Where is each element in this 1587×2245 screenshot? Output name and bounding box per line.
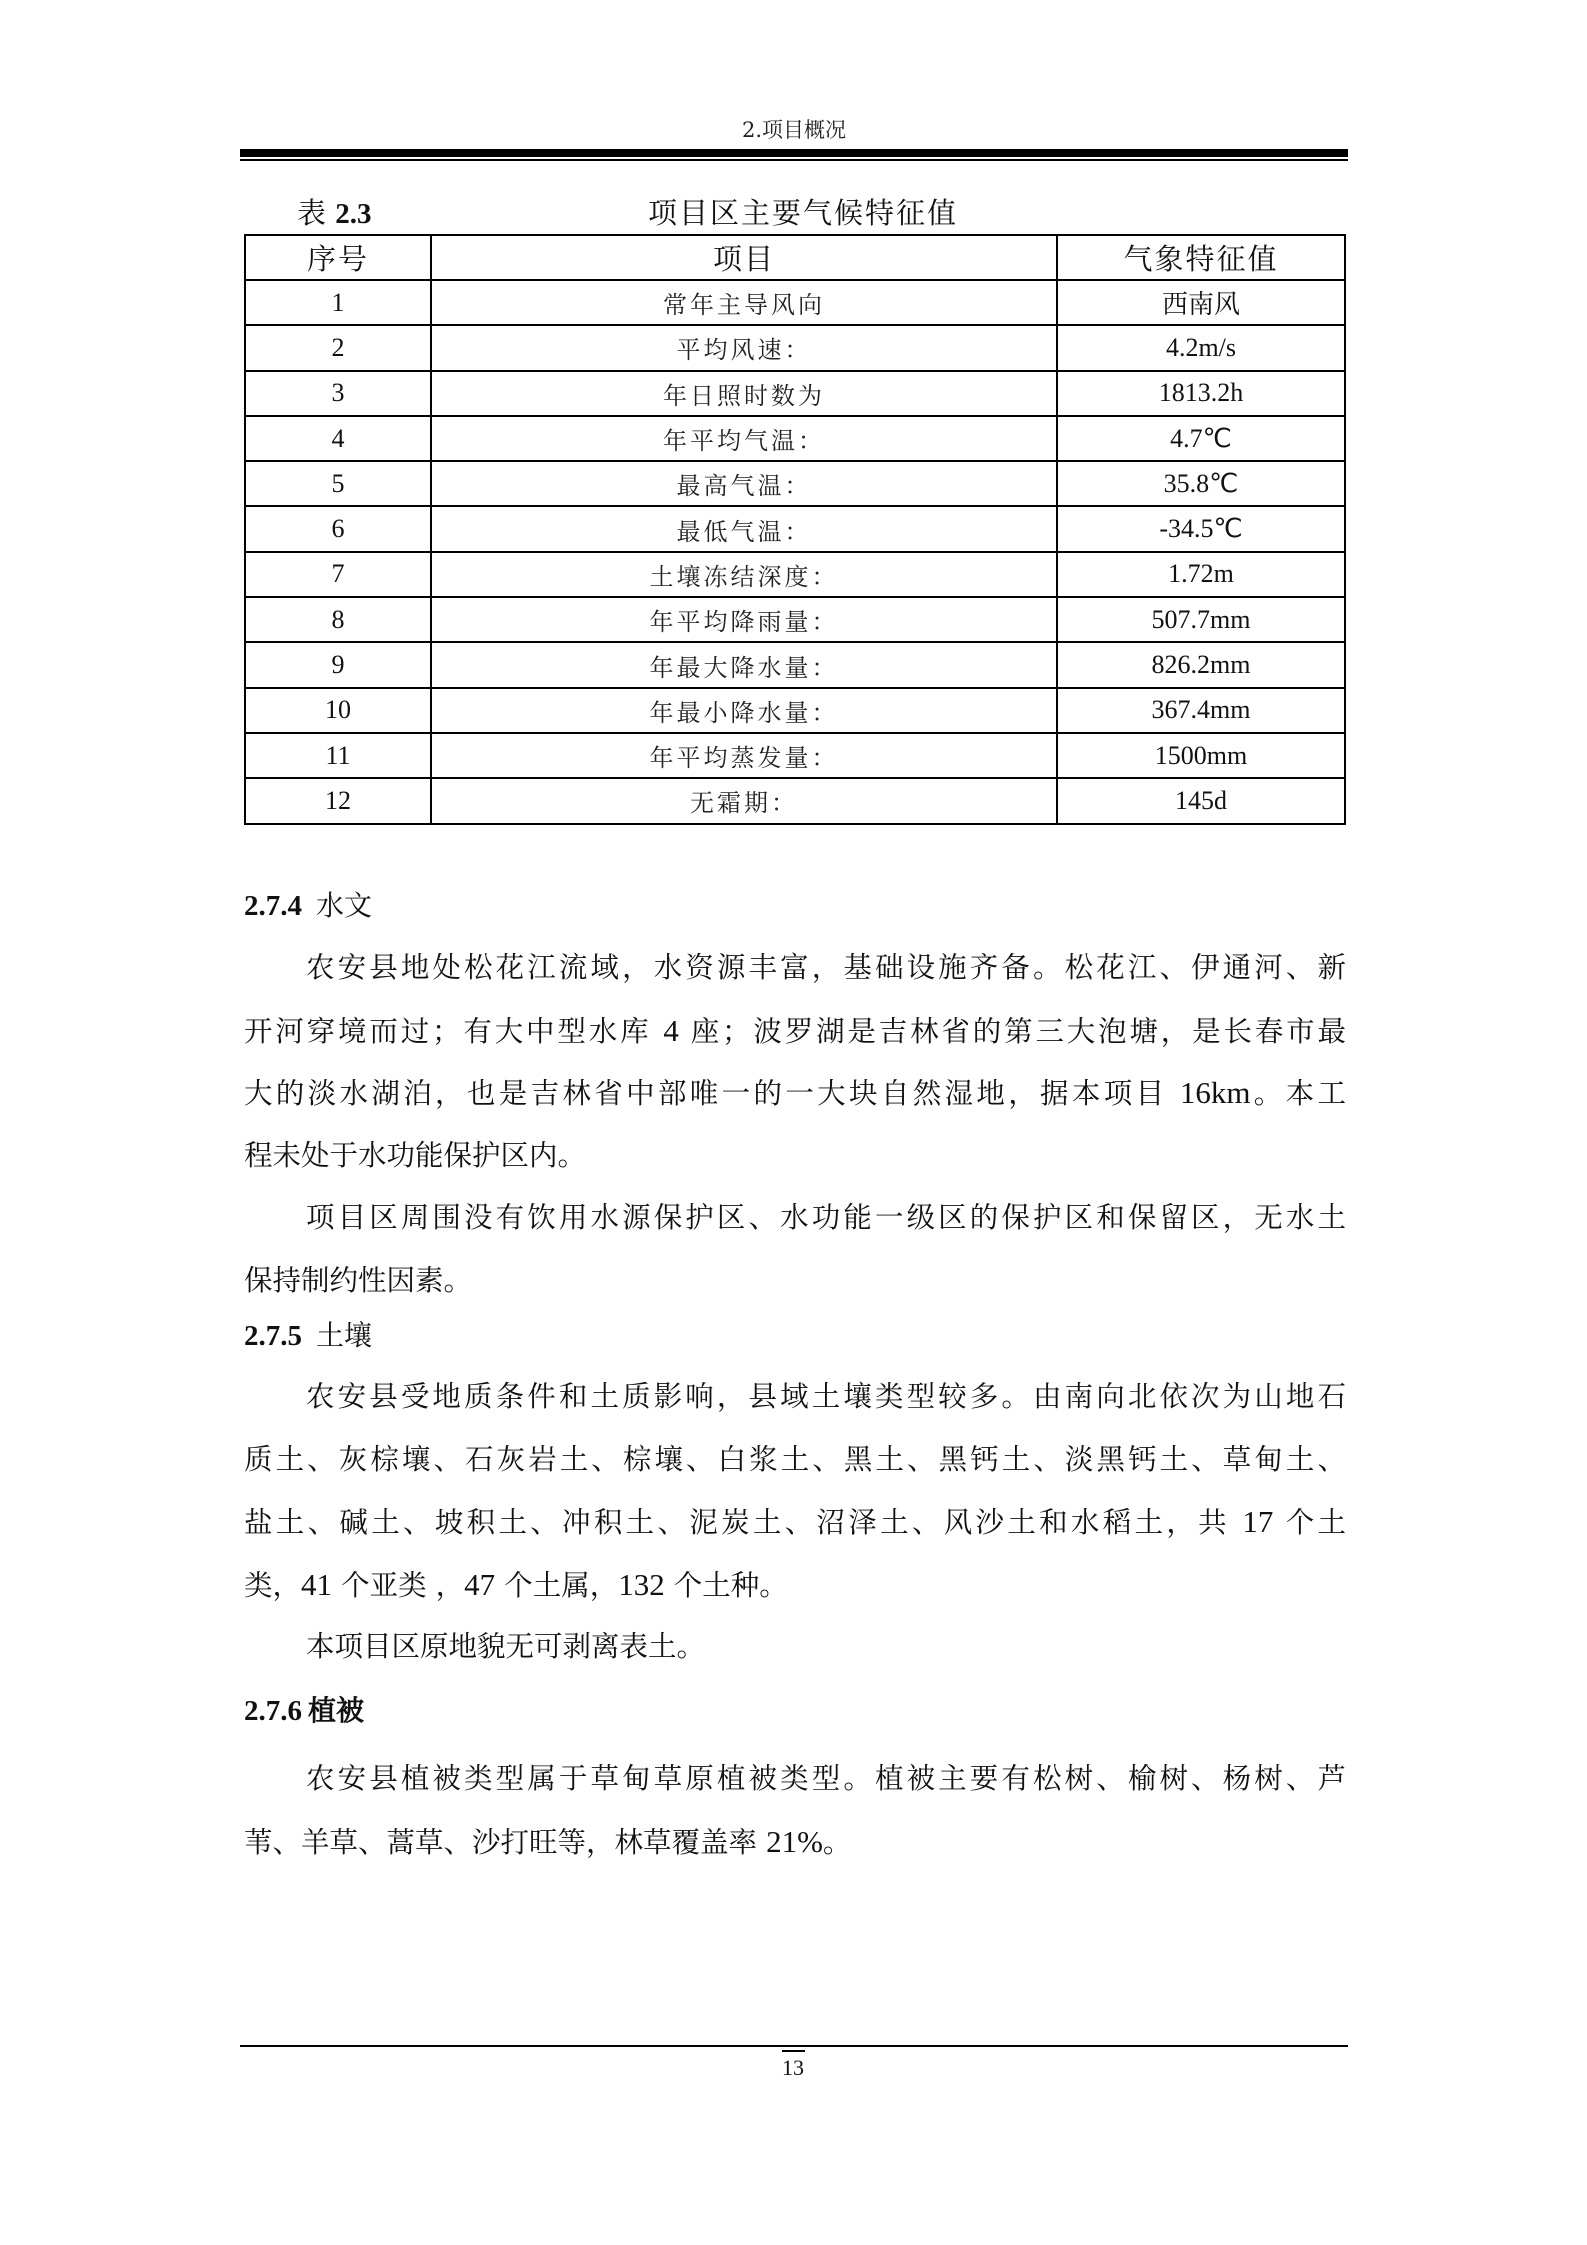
paragraph-line: 质土、灰棕壤、石灰岩土、棕壤、白浆土、黑土、黑钙土、淡黑钙土、草甸土、 (244, 1442, 1346, 1476)
inline-number: 4 (663, 1012, 679, 1048)
column-header-number: 序号 (245, 235, 431, 280)
section-heading (244, 1316, 372, 1356)
paragraph-line: 农安县受地质条件和土质影响，县域土壤类型较多。由南向北依次为山地石 (306, 1380, 1346, 1413)
paragraph-line: 程未处于水功能保护区内。 (244, 1138, 587, 1172)
table-body (245, 280, 1345, 824)
page-number-overline (782, 2050, 805, 2052)
row-value: 826.2mm (1057, 642, 1345, 687)
table-header-row (245, 235, 1345, 280)
paragraph-line: 类，41 个亚类 ，47 个土属，132 个土种。 (244, 1566, 788, 1602)
row-value: -34.5℃ (1057, 506, 1345, 551)
section-title: 植被 (308, 1694, 365, 1727)
row-value: 1.72m (1057, 552, 1345, 597)
inline-number: 21% (766, 1823, 823, 1859)
row-number: 6 (245, 506, 431, 551)
row-number: 4 (245, 416, 431, 461)
row-item: 常年主导风向 (431, 280, 1057, 325)
row-value: 35.8℃ (1057, 461, 1345, 506)
table-row (245, 325, 1345, 370)
row-number: 5 (245, 461, 431, 506)
row-number: 2 (245, 325, 431, 370)
table-row (245, 642, 1345, 687)
inline-number: 132 (618, 1566, 665, 1602)
row-item: 年平均蒸发量： (431, 733, 1057, 778)
table-row (245, 506, 1345, 551)
paragraph-line: 本项目区原地貌无可剥离表土。 (306, 1630, 706, 1663)
row-value: 4.7℃ (1057, 416, 1345, 461)
row-value: 507.7mm (1057, 597, 1345, 642)
paragraph-line: 苇、羊草、蒿草、沙打旺等，林草覆盖率 21%。 (244, 1823, 852, 1859)
row-item: 年日照时数为 (431, 371, 1057, 416)
inline-number: 17 (1242, 1504, 1274, 1539)
table-row (245, 371, 1345, 416)
table-row (245, 416, 1345, 461)
table-caption-id: 2.3 (335, 198, 372, 230)
paragraph-line: 农安县植被类型属于草甸草原植被类型。植被主要有松树、榆树、杨树、芦 (306, 1762, 1346, 1795)
section-number: 2.7.5 (244, 1320, 302, 1352)
column-header-value: 气象特征值 (1057, 235, 1345, 280)
climate-characteristics-table (244, 234, 1346, 825)
row-number: 3 (245, 371, 431, 416)
row-item: 无霜期： (431, 778, 1057, 823)
table-caption-prefix: 表 (297, 196, 327, 230)
row-item: 最低气温： (431, 506, 1057, 551)
table-row (245, 461, 1345, 506)
row-number: 11 (245, 733, 431, 778)
row-value: 145d (1057, 778, 1345, 823)
paragraph-line: 农安县地处松花江流域，水资源丰富，基础设施齐备。松花江、伊通河、新 (306, 951, 1346, 984)
paragraph-line: 项目区周围没有饮用水源保护区、水功能一级区的保护区和保留区，无水土 (306, 1201, 1346, 1234)
inline-number: 47 (464, 1566, 496, 1602)
row-number: 9 (245, 642, 431, 687)
inline-number: 41 (301, 1566, 333, 1602)
row-item: 年平均气温： (431, 416, 1057, 461)
row-value: 1813.2h (1057, 371, 1345, 416)
page-number: 13 (782, 2055, 804, 2080)
row-item: 最高气温： (431, 461, 1057, 506)
header-rule-thick (240, 149, 1348, 157)
section-title: 水文 (316, 889, 373, 922)
row-value: 367.4mm (1057, 688, 1345, 733)
section-number: 2.7.4 (244, 890, 302, 922)
inline-number: 16km (1179, 1075, 1251, 1110)
table-row (245, 597, 1345, 642)
row-item: 年平均降雨量： (431, 597, 1057, 642)
paragraph-line: 开河穿境而过；有大中型水库 4 座；波罗湖是吉林省的第三大泡塘，是长春市最 (244, 1012, 1346, 1048)
row-item: 年最小降水量： (431, 688, 1057, 733)
table-row (245, 778, 1345, 823)
row-number: 7 (245, 552, 431, 597)
running-header-title: 2.项目概况 (741, 118, 847, 142)
table-caption-title: 项目区主要气候特征值 (647, 196, 958, 230)
column-header-item: 项目 (431, 235, 1057, 280)
row-value: 4.2m/s (1057, 325, 1345, 370)
row-number: 12 (245, 778, 431, 823)
row-number: 8 (245, 597, 431, 642)
row-item: 平均风速： (431, 325, 1057, 370)
section-title: 土壤 (316, 1319, 373, 1352)
row-value: 1500mm (1057, 733, 1345, 778)
row-item: 年最大降水量： (431, 642, 1057, 687)
section-number: 2.7.6 (244, 1695, 302, 1727)
table-caption-number (297, 195, 371, 231)
row-value: 西南风 (1057, 280, 1345, 325)
table-row (245, 280, 1345, 325)
paragraph-line: 大的淡水湖泊，也是吉林省中部唯一的一大块自然湿地，据本项目 16km。本工 (244, 1075, 1346, 1110)
table-row (245, 552, 1345, 597)
table-row (245, 733, 1345, 778)
section-heading (244, 1691, 364, 1731)
row-number: 10 (245, 688, 431, 733)
section-heading (244, 886, 372, 926)
footer-rule (240, 2045, 1348, 2047)
paragraph-line: 盐土、碱土、坡积土、冲积土、泥炭土、沼泽土、风沙土和水稻土，共 17 个土 (244, 1504, 1346, 1539)
paragraph-line: 保持制约性因素。 (244, 1263, 473, 1297)
row-number: 1 (245, 280, 431, 325)
row-item: 土壤冻结深度： (431, 552, 1057, 597)
header-rule-thin (240, 159, 1348, 161)
table-row (245, 688, 1345, 733)
